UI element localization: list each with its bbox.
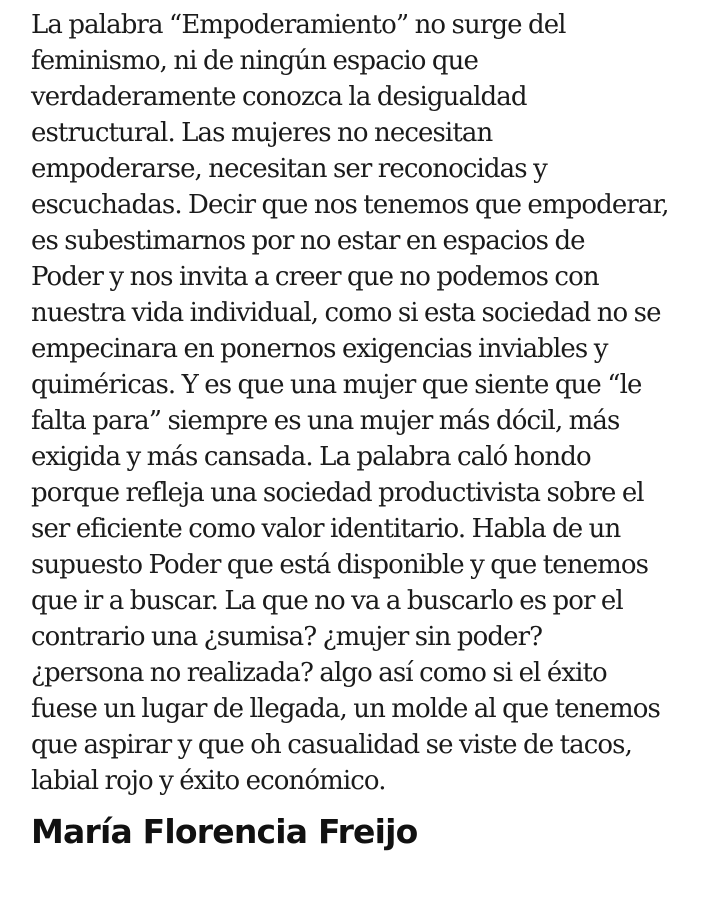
quote-line: labial rojo y éxito económico.	[31, 766, 386, 796]
quote-line: La palabra “Empoderamiento” no surge del	[31, 10, 566, 40]
quote-line: estructural. Las mujeres no necesitan	[31, 118, 493, 148]
quote-line: fuese un lugar de llegada, un molde al que tenemos	[31, 694, 660, 724]
quote-line: escuchadas. Decir que nos tenemos que empoderar,	[31, 190, 669, 220]
quote-line: exigida y más cansada. La palabra caló hondo	[31, 442, 591, 472]
quote-line: que aspirar y que oh casualidad se viste de tacos,	[31, 730, 632, 760]
quote-line: supuesto Poder que está disponible y que tenemos	[31, 550, 649, 580]
quote-line: es subestimarnos por no estar en espacios de	[31, 226, 585, 256]
quote-line: que ir a buscar. La que no va a buscarlo es por el	[31, 586, 623, 616]
quote-line: verdaderamente conozca la desigualdad	[31, 82, 527, 112]
quote-line: Poder y nos invita a creer que no podemos con	[31, 262, 599, 292]
quote-line: porque refleja una sociedad productivista sobre el	[31, 478, 644, 508]
quote-line: quiméricas. Y es que una mujer que siente que “le	[31, 370, 642, 400]
quote-line: ¿persona no realizada? algo así como si el éxito	[31, 658, 607, 688]
quote-line: empecinara en ponernos exigencias inviables y	[31, 334, 608, 364]
quote-line: falta para” siempre es una mujer más dócil, más	[31, 406, 620, 436]
quote-line: empoderarse, necesitan ser reconocidas y	[31, 154, 547, 184]
quote-line: ser eficiente como valor identitario. Habla de un	[31, 514, 621, 544]
author-name: María Florencia Freijo	[31, 812, 418, 851]
quote-body	[31, 7, 715, 799]
quote-line: nuestra vida individual, como si esta sociedad no se	[31, 298, 661, 328]
quote-line: feminismo, ni de ningún espacio que	[31, 46, 478, 76]
quote-line: contrario una ¿sumisa? ¿mujer sin poder?	[31, 622, 543, 652]
